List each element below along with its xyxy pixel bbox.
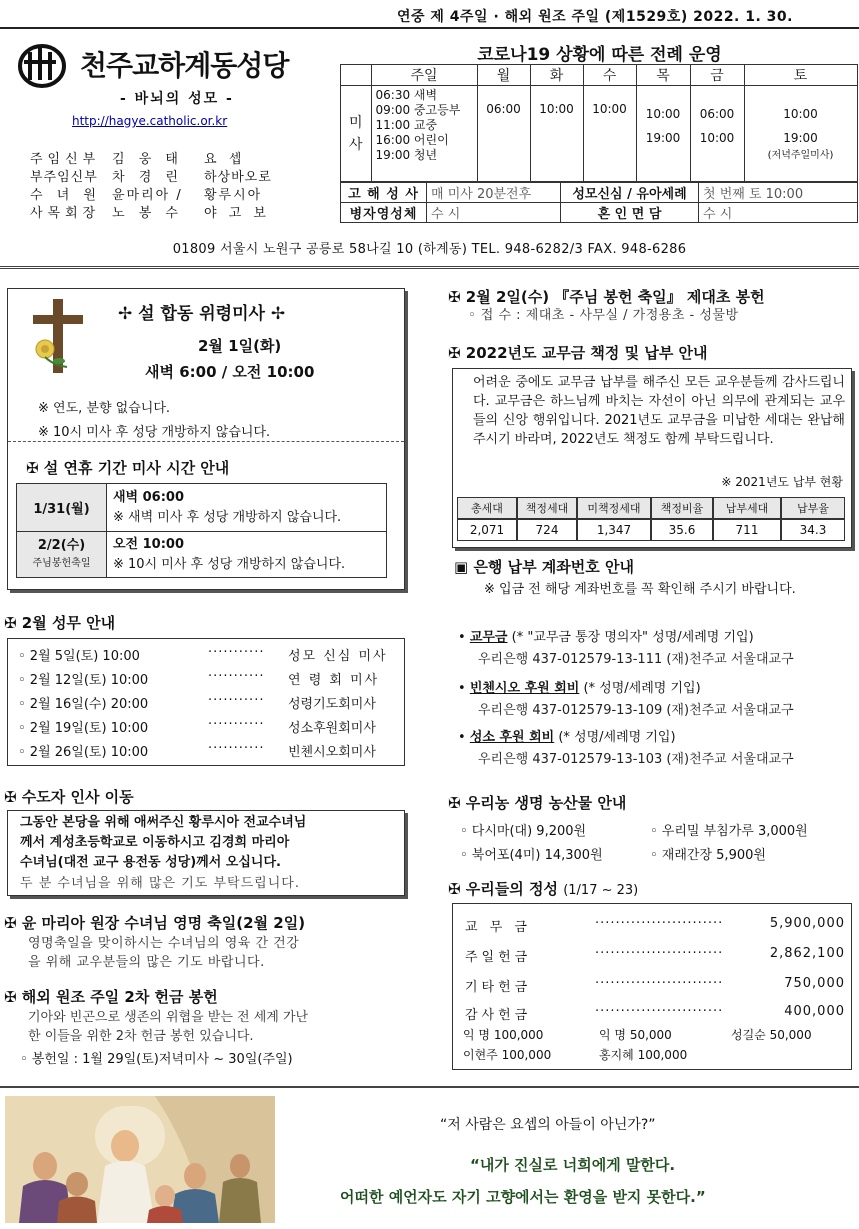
feb-date: ◦ 2월 16일(수) 20:00: [18, 697, 149, 712]
candle-line: ◦ 접 수 : 제대초 - 사무실 / 가정용초 - 성물방: [468, 308, 739, 323]
holiday-time: 새벽 06:00: [113, 489, 185, 505]
dues-value: 2,071: [457, 519, 517, 541]
parish-address: 01809 서울시 노원구 공릉로 58나길 10 (하계동) TEL. 948-6282/3 FAX. 948-6286: [172, 242, 687, 257]
staff-saint: 요 셉: [204, 152, 246, 167]
dashed-divider: [8, 441, 404, 442]
friday-time: 06:00: [699, 107, 735, 121]
day-header: 월: [477, 65, 530, 86]
dues-header: 총세대: [457, 497, 517, 519]
marriage-label: 혼 인 면 담: [561, 203, 699, 223]
dues-header: 미책정세대: [577, 497, 651, 519]
confession-label: 고 해 성 사: [341, 183, 427, 203]
nun-line: 수녀님(대전 교구 용전동 성당)께서 오십니다.: [20, 855, 281, 870]
staff-name: 차 경 린: [112, 170, 183, 185]
memorial-note: ※ 10시 미사 후 성당 개방하지 않습니다.: [38, 425, 271, 440]
staff-saint: 하상바오로: [204, 170, 272, 185]
bank-account-title: • 빈첸시오 후원 회비 (* 성명/세례명 기입): [458, 681, 701, 696]
marriage-value: 수 시: [699, 203, 858, 223]
dues-value: 1,347: [577, 519, 651, 541]
footer-divider: [0, 1086, 859, 1088]
header-divider: [0, 266, 859, 269]
staff-row: [30, 166, 320, 185]
parish-name: 천주교하계동성당: [80, 49, 289, 82]
product-item: ◦ 다시마(대) 9,200원: [460, 824, 587, 839]
offering-amount: 750,000: [784, 976, 845, 991]
offering-row: [465, 946, 845, 965]
feb-row: [18, 645, 398, 664]
sunday-time: 19:00 청년: [375, 148, 438, 162]
mass-schedule-table: [340, 64, 858, 182]
nun-line: 그동안 본당을 위해 애써주신 황루시아 전교수녀님: [20, 815, 307, 830]
feb-dots: ···········: [208, 693, 265, 708]
sunday-time: 16:00 어린이: [375, 133, 449, 147]
quote-line-2: “내가 진실로 너희에게 말한다.: [470, 1156, 676, 1174]
sacrament-table: [340, 182, 858, 223]
aid-line: 기아와 빈곤으로 생존의 위협을 받는 전 세계 가난: [28, 1010, 309, 1025]
feb-dots: ···········: [208, 717, 265, 732]
feb-event: 성소후원회미사: [288, 721, 376, 736]
bank-account-number: 우리은행 437-012579-13-111 (재)천주교 서울대교구: [478, 652, 794, 667]
sick-communion-label: 병자영성체: [341, 203, 427, 223]
offering-dots: ·························: [595, 976, 724, 991]
offering-amount: 400,000: [784, 1004, 845, 1019]
feb-date: ◦ 2월 12일(토) 10:00: [18, 673, 149, 688]
feb-event: 빈첸시오회미사: [288, 745, 376, 760]
cross-logo-icon: [18, 42, 76, 88]
bank-section-title: ▣ 은행 납부 계좌번호 안내: [454, 558, 634, 576]
holiday-note: ※ 10시 미사 후 성당 개방하지 않습니다.: [113, 556, 346, 572]
dues-value: 724: [517, 519, 577, 541]
nun-section-title: ✠ 수도자 인사 이동: [4, 788, 134, 806]
saturday-note: (저녁주일미사): [767, 150, 834, 161]
candle-section-title: ✠ 2월 2일(수) 『주님 봉헌 축일』 제대초 봉헌: [448, 288, 765, 306]
staff-role: 주임신부: [30, 152, 101, 167]
holiday-table: [16, 483, 387, 578]
products-section-title: ✠ 우리농 생명 농산물 안내: [448, 794, 627, 812]
memorial-time: 새벽 6:00 / 오전 10:00: [145, 363, 315, 381]
offering-row: [465, 1004, 845, 1023]
staff-name: 노 봉 수: [112, 206, 183, 221]
staff-name: 윤마리아 /: [112, 188, 183, 203]
offering-section-title: [448, 878, 638, 899]
day-header: 목: [636, 65, 690, 86]
dues-value: 711: [713, 519, 781, 541]
staff-row: [30, 184, 320, 203]
feast-section-title: ✠ 윤 마리아 원장 수녀님 영명 축일(2월 2일): [4, 914, 306, 932]
donor: 익 명 50,000: [599, 1028, 672, 1042]
staff-row: [30, 202, 320, 221]
donor: 성길순 50,000: [731, 1028, 812, 1042]
offering-period: (1/17 ~ 23): [563, 883, 639, 898]
quote-line-3: 어떠한 예언자도 자기 고향에서는 환영을 받지 못한다.”: [340, 1188, 706, 1206]
staff-name: 김 웅 태: [112, 152, 183, 167]
parish-subtitle: - 바뇌의 성모 -: [120, 91, 234, 107]
offering-label: 기타헌금: [465, 980, 532, 995]
feb-row: [18, 717, 398, 736]
sunday-time: 06:30 새벽: [375, 88, 438, 102]
confession-value: 매 미사 20분전후: [427, 183, 561, 203]
catechism-label: 성모신심 / 유아세례: [561, 183, 699, 203]
donor: 홍지혜 100,000: [599, 1048, 688, 1062]
holiday-date: 1/31(월): [17, 484, 107, 532]
homepage-link[interactable]: http://hagye.catholic.or.kr: [72, 114, 228, 128]
dues-header: 납부율: [781, 497, 845, 519]
offering-title: ✠ 우리들의 정성: [448, 880, 558, 898]
dues-value: 35.6: [651, 519, 713, 541]
staff-saint: 황루시아: [204, 188, 263, 203]
holiday-time: 오전 10:00: [113, 536, 185, 552]
offering-amount: 5,900,000: [769, 916, 845, 931]
cross-flower-icon: [23, 297, 93, 375]
dues-text: 어려운 중에도 교무금 납부를 해주신 모든 교우분들께 감사드립니다. 교무금은 하느님께 바치는 자선이 아닌 의무에 관계되는 교우들의 신앙 행위입니다. 2021년도 교무금을 미납한 세대는 완납해 주시기 바라며, 2022년도 책정도 함께 부탁드립니다.: [473, 375, 845, 447]
product-item: ◦ 재래간장 5,900원: [650, 848, 766, 863]
feb-date: ◦ 2월 26일(토) 10:00: [18, 745, 149, 760]
monday-time: 06:00: [477, 86, 530, 182]
staff-role: 수 녀 원: [30, 188, 101, 203]
aid-line: 한 이들을 위한 2차 헌금 봉헌 있습니다.: [28, 1029, 254, 1044]
staff-row: [30, 148, 320, 167]
sunday-time: 11:00 교중: [375, 118, 438, 132]
bank-name: 빈첸시오 후원 회비: [469, 681, 580, 696]
sick-communion-value: 수 시: [427, 203, 561, 223]
parish-logo: [18, 40, 318, 90]
feast-line: 을 위해 교우분들의 많은 기도 바랍니다.: [28, 955, 265, 970]
friday-time: 10:00: [699, 131, 735, 145]
memorial-date: 2월 1일(화): [198, 337, 282, 355]
day-header: 수: [583, 65, 636, 86]
staff-saint: 야 고 보: [204, 206, 270, 221]
bank-name: 교무금: [469, 630, 508, 645]
quote-line-1: “저 사람은 요셉의 아들이 아닌가?”: [440, 1117, 656, 1133]
offering-row: [465, 976, 845, 995]
saturday-time: 19:00: [783, 131, 818, 145]
feb-schedule-box: [7, 638, 405, 766]
tuesday-time: 10:00: [530, 86, 583, 182]
donor: 익 명 100,000: [463, 1028, 544, 1042]
lunar-memorial-box: [7, 288, 405, 590]
aid-date: ◦ 봉헌일 : 1월 29일(토)저녁미사 ~ 30일(주일): [20, 1052, 293, 1067]
feb-date: ◦ 2월 19일(토) 10:00: [18, 721, 149, 736]
day-header: 토: [744, 65, 857, 86]
staff-role: 사목회장: [30, 206, 101, 221]
bank-account-title: • 교무금 (* "교무금 통장 명의자" 성명/세례명 기입): [458, 630, 754, 645]
offering-dots: ·························: [595, 1004, 724, 1019]
mass-label: 미사: [341, 86, 372, 182]
sunday-time: 09:00 중고등부: [375, 103, 461, 117]
holiday-note: ※ 새벽 미사 후 성당 개방하지 않습니다.: [113, 509, 342, 525]
holiday-title: ✠ 설 연휴 기간 미사 시간 안내: [26, 459, 230, 477]
dues-header: 납부세대: [713, 497, 781, 519]
memorial-note: ※ 연도, 분향 없습니다.: [38, 401, 171, 416]
bank-name: 성소 후원 회비: [469, 730, 555, 745]
feb-date: ◦ 2월 5일(토) 10:00: [18, 649, 140, 664]
bank-account-number: 우리은행 437-012579-13-103 (재)천주교 서울대교구: [478, 752, 794, 767]
nun-transfer-box: [7, 810, 405, 896]
holiday-sub: 주님봉헌축일: [32, 557, 91, 569]
feb-dots: ···········: [208, 669, 265, 684]
day-header: 화: [530, 65, 583, 86]
wednesday-time: 10:00: [583, 86, 636, 182]
dues-box: [452, 368, 852, 548]
aid-section-title: ✠ 해외 원조 주일 2차 헌금 봉헌: [4, 988, 218, 1006]
bank-account-number: 우리은행 437-012579-13-109 (재)천주교 서울대교구: [478, 703, 794, 718]
feb-dots: ···········: [208, 645, 265, 660]
dues-header: 책정세대: [517, 497, 577, 519]
offering-row: [465, 916, 845, 935]
saturday-time: 10:00: [783, 107, 818, 121]
offering-amount: 2,862,100: [769, 946, 845, 961]
thursday-time: 19:00: [645, 131, 681, 145]
feb-dots: ···········: [208, 741, 265, 756]
top-divider: [0, 27, 859, 29]
holiday-date: 2/2(수): [37, 537, 86, 553]
offering-dots: ·························: [595, 916, 724, 931]
nun-line: 께서 계성초등학교로 이동하시고 김경희 마리아: [20, 835, 290, 850]
feb-event: 성령기도회미사: [288, 697, 376, 712]
feb-row: [18, 741, 398, 760]
dues-header: 책정비율: [651, 497, 713, 519]
dues-table: [457, 497, 845, 541]
offering-box: [452, 903, 852, 1070]
aid-text: [28, 1008, 308, 1046]
product-item: ◦ 우리밀 부침가루 3,000원: [650, 824, 808, 839]
feb-row: [18, 693, 398, 712]
dues-section-title: ✠ 2022년도 교무금 책정 및 납부 안내: [448, 344, 708, 362]
schedule-title: 코로나19 상황에 따른 전례 운영: [477, 45, 722, 65]
feb-event: 성모 신심 미사: [288, 649, 388, 664]
offering-label: 감사헌금: [465, 1008, 532, 1023]
day-header: 주일: [371, 65, 477, 86]
feast-line: 영명축일을 맞이하시는 수녀님의 영육 간 건강: [28, 936, 300, 951]
memorial-title: ✢ 설 합동 위령미사 ✢: [118, 304, 286, 324]
catechism-value: 첫 번째 토 10:00: [699, 183, 858, 203]
dues-value: 34.3: [781, 519, 845, 541]
bank-desc: (* 성명/세례명 기입): [579, 681, 701, 696]
feast-text: [28, 934, 299, 972]
donor: 이현주 100,000: [463, 1048, 552, 1062]
product-item: ◦ 북어포(4미) 14,300원: [460, 848, 603, 863]
feb-section-title: ✠ 2월 성무 안내: [4, 614, 116, 632]
staff-role: 부주임신부: [30, 170, 98, 185]
offering-dots: ·························: [595, 946, 724, 961]
bank-account-title: • 성소 후원 회비 (* 성명/세례명 기입): [458, 730, 676, 745]
bank-desc: (* "교무금 통장 명의자" 성명/세례명 기입): [507, 630, 754, 645]
bank-desc: (* 성명/세례명 기입): [554, 730, 676, 745]
day-header: 금: [690, 65, 744, 86]
offering-label: 주일헌금: [465, 950, 532, 965]
thursday-time: 10:00: [645, 107, 681, 121]
offering-label: 교 무 금: [465, 920, 531, 935]
issue-line: 연중 제 4주일 · 해외 원조 주일 (제1529호) 2022. 1. 30.: [396, 9, 793, 25]
gospel-painting-image: [5, 1096, 275, 1223]
feb-event: 연 령 회 미사: [288, 673, 380, 688]
nun-line: 두 분 수녀님을 위해 많은 기도 부탁드립니다.: [20, 876, 300, 891]
feb-row: [18, 669, 398, 688]
dues-status-label: ※ 2021년도 납부 현황: [721, 475, 843, 489]
bank-note: ※ 입금 전 해당 계좌번호를 꼭 확인해 주시기 바랍니다.: [484, 582, 796, 597]
